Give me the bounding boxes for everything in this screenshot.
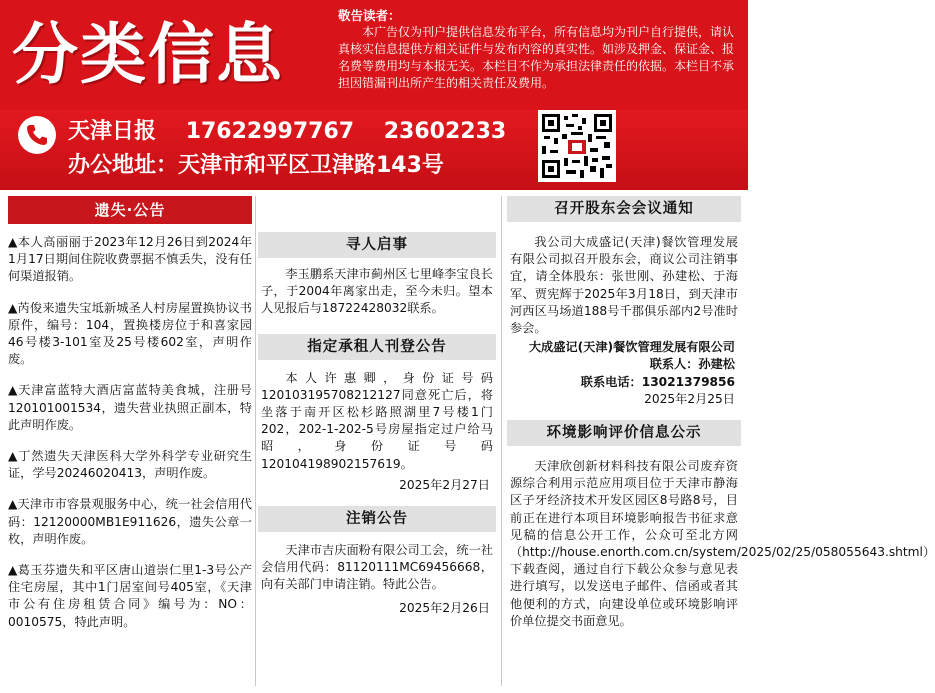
env-impact-body: 天津欣创新材料科技有限公司废弃资源综合利用示范应用项目位于天津市静海区子牙经济技术开发区园区8号路8号，目前正在进行本项目环境影响报告书征求意见稿的信息公开工作，公众可至北方网（http://house.enorth.com.cn/system/2025/02/25/058055643.shtml）下载查阅，通过自行下载公众参与意见表进行填写，以发送电子邮件、信函或者其他便利的方式，向建设单位或环境影响评价单位提交书面意见。 xyxy=(510,459,935,628)
phone-icon xyxy=(18,116,56,154)
phone-number-2: 23602233 xyxy=(383,119,507,144)
notice-body: 本广告仅为刊户提供信息发布平台，所有信息均为刊户自行提供，请认真核实信息提供方相关证件与发布内容的真实性。如涉及押金、保证金、报名费等费用均与本报无关。本栏目不作为承担法律责任的依据。本栏目不承担因错漏刊出所产生的相关责任及费用。 xyxy=(338,25,735,90)
column-divider xyxy=(255,196,256,686)
phone-number-1: 17622997767 xyxy=(185,119,355,144)
meeting-company: 大成盛记(天津)餐饮管理发展有限公司 xyxy=(528,340,735,355)
lost-notices-title: 遗失·公告 xyxy=(8,196,252,224)
contact-phones xyxy=(68,116,528,148)
office-address: 办公地址：天津市和平区卫津路143号 xyxy=(68,153,444,178)
missing-person-title: 寻人启事 xyxy=(258,232,496,258)
shareholder-meeting-body: 我公司大成盛记(天津)餐饮管理发展有限公司拟召开股东会，商议公司注销事宜，请全体股东：张世刚、孙建松、于海军、贾宪辉于2025年3月18日，到天津市河西区马场道188号千郡俱乐部内2号准时参会。 xyxy=(510,235,738,336)
list-item: ▲丁然遗失天津医科大学外科学专业研究生证，学号20246020413，声明作废。 xyxy=(8,449,252,481)
paper-name: 天津日报 xyxy=(68,119,157,144)
list-item: ▲天津市市容景观服务中心，统一社会信用代码：12120000MB1E911626，遗失公章一枚，声明作废。 xyxy=(8,497,252,546)
meeting-phone: 联系电话：13021379856 xyxy=(580,374,735,389)
meeting-contact: 联系人：孙建松 xyxy=(649,357,735,372)
list-item: ▲葛玉芬遗失和平区唐山道崇仁里1-3号公产住宅房屋，其中1门居室间号405室，《天津市公有住房租赁合同》编号为：NO：0010575，特此声明。 xyxy=(8,563,252,629)
middle-column xyxy=(258,196,496,617)
cancellation-title: 注销公告 xyxy=(258,506,496,532)
list-item: ▲天津富蓝特大酒店富蓝特美食城，注册号120101001534，遗失营业执照正副本，特此声明作废。 xyxy=(8,383,252,432)
cancellation-date: 2025年2月26日 xyxy=(399,600,490,615)
right-column xyxy=(507,196,935,630)
cancellation-body: 天津市吉庆面粉有限公司工会，统一社会信用代码：81120111MC69456668，向有关部门申请注销。特此公告。 xyxy=(261,543,493,592)
qr-code-icon xyxy=(538,110,616,182)
notice-title: 敬告读者： xyxy=(338,8,401,23)
column-divider xyxy=(501,196,502,686)
list-item: ▲本人高丽丽于2023年12月26日到2024年1月17日期间住院收费票据不慎丢失，没有任何渠道报销。 xyxy=(8,235,252,284)
missing-person-body: 李玉鹏系天津市蓟州区七里峰李宝良长子，于2004年离家出走，至今未归。望本人见报后与18722428032联系。 xyxy=(261,267,493,316)
tenant-notice-body: 本人许惠卿，身份证号码120103195708212127同意死亡后，将坐落于南开区松杉路照湖里7号楼1门202，202-1-202-5号房屋指定过户给马昭，身份证号码120104198902157619。 xyxy=(261,370,493,471)
env-impact-title: 环境影响评价信息公示 xyxy=(507,420,741,446)
lost-notices-column xyxy=(8,196,252,631)
meeting-date: 2025年2月25日 xyxy=(644,391,735,406)
list-item: ▲芮俊来遗失宝坻新城圣人村房屋置换协议书原件，编号：104，置换楼房位于和喜家园46号楼3-101室及25号楼602室，声明作废。 xyxy=(8,300,252,367)
reader-notice xyxy=(338,8,740,108)
tenant-notice-title: 指定承租人刊登公告 xyxy=(258,334,496,360)
section-title: 分类信息 xyxy=(12,16,284,93)
shareholder-meeting-title: 召开股东会会议通知 xyxy=(507,196,741,222)
tenant-notice-date: 2025年2月27日 xyxy=(399,477,490,492)
